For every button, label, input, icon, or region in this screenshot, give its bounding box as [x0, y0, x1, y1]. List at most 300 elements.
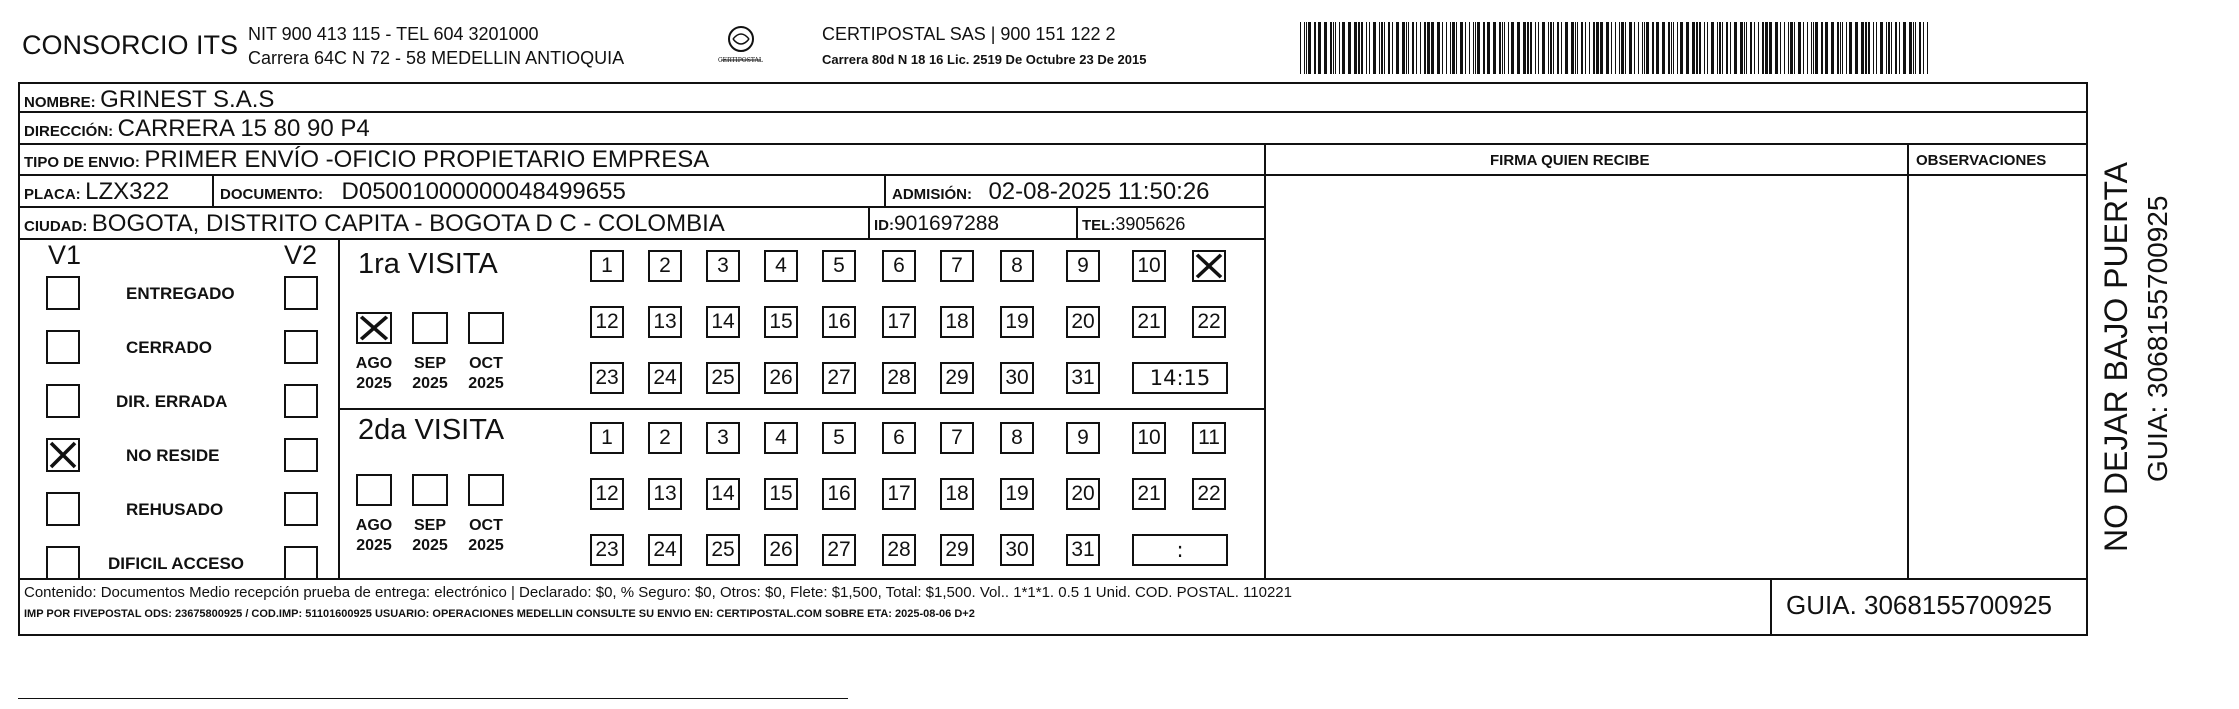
barcode-bar — [1734, 22, 1737, 74]
tel-label: TEL: — [1082, 217, 1116, 234]
visit-divider — [338, 408, 1266, 410]
barcode-bar — [1895, 22, 1897, 74]
barcode-bar — [1765, 22, 1768, 74]
barcode-bar — [1873, 22, 1874, 74]
barcode-bar — [1571, 22, 1574, 74]
second-visit-day-box[interactable]: 16 — [822, 478, 856, 510]
first-visit-day-box[interactable]: 31 — [1066, 362, 1100, 394]
barcode-bar — [1811, 22, 1812, 74]
second-visit-day-box[interactable]: 29 — [940, 534, 974, 566]
barcode-bar — [1416, 22, 1417, 74]
barcode-bar — [1855, 22, 1858, 74]
barcode-bar — [1535, 22, 1536, 74]
barcode-bar — [1686, 22, 1689, 74]
first-visit-day-box[interactable]: 17 — [882, 306, 916, 338]
barcode-bar — [1381, 22, 1383, 74]
barcode-bar — [1707, 22, 1708, 74]
barcode-bar — [1342, 22, 1345, 74]
status-label: NO RESIDE — [126, 446, 220, 465]
v2-checkbox[interactable] — [284, 330, 318, 364]
barcode-bar — [1696, 22, 1698, 74]
barcode-bar — [1585, 22, 1586, 74]
barcode-bar — [1758, 22, 1759, 74]
status-label: CERRADO — [126, 338, 212, 357]
barcode-bar — [1502, 22, 1503, 74]
barcode-bar — [1483, 22, 1485, 74]
barcode-bar — [1671, 22, 1672, 74]
company-nit: NIT 900 413 115 - TEL 604 3201000 — [248, 24, 539, 44]
month-year: 2025 — [468, 375, 504, 392]
second-visit-day-box[interactable]: 8 — [1000, 422, 1034, 454]
month-name: AGO — [355, 355, 393, 372]
barcode-bar — [1913, 22, 1914, 74]
status-label: ENTREGADO — [126, 284, 235, 303]
barcode-bar — [1581, 22, 1583, 74]
barcode-bar — [1589, 22, 1590, 74]
barcode-bar — [1634, 22, 1635, 74]
barcode-bar — [1717, 22, 1718, 74]
barcode-bar — [1803, 22, 1804, 74]
barcode-bar — [1527, 22, 1529, 74]
barcode-bar — [1593, 22, 1595, 74]
barcode-bar — [1865, 22, 1867, 74]
barcode-bar — [1711, 22, 1714, 74]
second-visit-day-box[interactable]: 18 — [940, 478, 974, 510]
first-visit-day-box[interactable]: 7 — [940, 250, 974, 282]
id-value: 901697288 — [894, 212, 1000, 235]
company-address: Carrera 64C N 72 - 58 MEDELLIN ANTIOQUIA — [248, 48, 625, 68]
barcode-bar — [1600, 22, 1603, 74]
second-visit-day-box[interactable]: 2 — [648, 422, 682, 454]
barcode-bar — [1596, 22, 1599, 74]
month-year: 2025 — [468, 537, 504, 554]
second-visit-day-box[interactable]: 12 — [590, 478, 624, 510]
carrier-address: Carrera 80d N 18 16 Lic. 2519 De Octubre 23 De 2015 — [822, 52, 1147, 67]
barcode-bar — [1499, 22, 1501, 74]
barcode-bar — [1673, 22, 1674, 74]
barcode-bar — [1388, 22, 1390, 74]
barcode-bar — [1825, 22, 1828, 74]
second-visit-month-checkbox[interactable] — [412, 474, 448, 506]
first-visit-day-box[interactable]: 14 — [706, 306, 740, 338]
row-divider — [18, 174, 2088, 176]
side-guia-text: GUIA: 3068155700925 — [2142, 195, 2173, 482]
x-mark-icon — [358, 314, 390, 342]
form-bottom-border — [18, 634, 2088, 636]
barcode-bar — [1304, 22, 1305, 74]
barcode-bar — [1886, 22, 1887, 74]
bottom-cut-line — [18, 698, 848, 699]
barcode-bar — [1379, 22, 1380, 74]
second-visit-day-box[interactable]: 11 — [1192, 422, 1226, 454]
row-divider — [18, 206, 1266, 208]
second-visit-day-box[interactable]: 23 — [590, 534, 624, 566]
logo-text: CERTIPOSTAL — [718, 57, 763, 64]
tipo-envio-label: TIPO DE ENVIO: — [24, 154, 140, 171]
barcode-bar — [1392, 22, 1393, 74]
barcode-bar — [1402, 22, 1405, 74]
form-right-border — [2086, 82, 2088, 636]
first-visit-day-box[interactable]: 26 — [764, 362, 798, 394]
direccion-value: CARRERA 15 80 90 P4 — [117, 115, 370, 142]
barcode-bar — [1813, 22, 1814, 74]
barcode-bar — [1919, 22, 1921, 74]
documento-value: D05001000000048499655 — [341, 178, 626, 205]
v2-label: V2 — [284, 240, 318, 270]
form-left-border — [18, 82, 20, 636]
barcode-bar — [1517, 22, 1520, 74]
second-visit-month-checkbox[interactable] — [468, 474, 504, 506]
barcode-bar — [1493, 22, 1496, 74]
v2-checkbox[interactable] — [284, 492, 318, 526]
second-visit-day-box[interactable]: 5 — [822, 422, 856, 454]
barcode-bar — [1668, 22, 1670, 74]
v1-checkbox[interactable] — [46, 546, 80, 580]
barcode-bar — [1704, 22, 1705, 74]
col-divider — [1907, 143, 1909, 580]
id-label: ID: — [874, 217, 894, 234]
barcode-bar — [1846, 22, 1847, 74]
second-visit-day-box[interactable]: 26 — [764, 534, 798, 566]
second-visit-day-box[interactable]: 21 — [1132, 478, 1166, 510]
month-label — [460, 354, 512, 394]
barcode-bar — [1880, 22, 1883, 74]
barcode-bar — [1308, 22, 1311, 74]
first-visit-day-box[interactable]: 22 — [1192, 306, 1226, 338]
col-divider — [868, 206, 870, 238]
second-visit-day-box[interactable]: 1 — [590, 422, 624, 454]
first-visit-month-checkbox[interactable] — [412, 312, 448, 344]
first-visit-day-box[interactable]: 20 — [1066, 306, 1100, 338]
barcode-bar — [1348, 22, 1351, 74]
barcode-bar — [1726, 22, 1728, 74]
barcode-bar — [1644, 22, 1645, 74]
second-visit-day-box[interactable]: 30 — [1000, 534, 1034, 566]
row-divider — [18, 578, 2088, 580]
barcode-bar — [1719, 22, 1721, 74]
barcode-bar — [1638, 22, 1639, 74]
second-visit-day-box[interactable]: 28 — [882, 534, 916, 566]
barcode-bar — [1754, 22, 1755, 74]
barcode-bar — [1396, 22, 1399, 74]
barcode-bar — [1553, 22, 1554, 74]
barcode-bar — [1762, 22, 1764, 74]
first-visit-month-checkbox[interactable] — [468, 312, 504, 344]
first-visit-day-box[interactable]: 19 — [1000, 306, 1034, 338]
carrier-name: CERTIPOSTAL SAS | 900 151 122 2 — [822, 24, 1116, 44]
barcode-bar — [1477, 22, 1480, 74]
x-mark-icon — [1194, 252, 1224, 280]
barcode-bar — [1642, 22, 1643, 74]
footer-content-line: Contenido: Documentos Medio recepción prueba de entrega: electrónico | Declarado: $0, % Seguro: $0, Otros: $0, Flete: $1,500, Total: $1,500. Vol.. 1*1*1. 0.5 1 Unid. COD. POSTAL. 110221 — [24, 584, 1292, 601]
barcode-bar — [1366, 22, 1367, 74]
first-visit-day-box[interactable]: 13 — [648, 306, 682, 338]
barcode-bar — [1508, 22, 1509, 74]
col-divider — [1264, 143, 1266, 580]
barcode-bar — [1542, 22, 1545, 74]
second-visit-time-box[interactable]: : — [1132, 534, 1228, 566]
observaciones-label: OBSERVACIONES — [1916, 152, 2047, 169]
status-label: DIR. ERRADA — [116, 392, 228, 411]
barcode-bar — [1606, 22, 1609, 74]
barcode-bar — [1662, 22, 1665, 74]
v1-label: V1 — [48, 240, 82, 270]
month-label — [348, 516, 400, 556]
barcode-bar — [1473, 22, 1474, 74]
barcode-bar — [1354, 22, 1357, 74]
barcode-bar — [1652, 22, 1654, 74]
second-visit-day-box[interactable]: 9 — [1066, 422, 1100, 454]
second-visit-day-box[interactable]: 14 — [706, 478, 740, 510]
first-visit-day-box[interactable]: 27 — [822, 362, 856, 394]
barcode-bar — [1621, 22, 1624, 74]
barcode-bar — [1324, 22, 1327, 74]
footer-guia: GUIA. 3068155700925 — [1786, 590, 2052, 620]
barcode-bar — [1646, 22, 1649, 74]
tel-value: 3905626 — [1115, 214, 1186, 234]
barcode-bar — [1794, 22, 1795, 74]
first-visit-day-box[interactable]: 28 — [882, 362, 916, 394]
barcode-bar — [1469, 22, 1470, 74]
barcode-bar — [1369, 22, 1370, 74]
second-visit-day-box[interactable]: 22 — [1192, 478, 1226, 510]
barcode-bar — [1784, 22, 1785, 74]
barcode-bar — [1849, 22, 1852, 74]
second-visit-day-box[interactable]: 25 — [706, 534, 740, 566]
barcode-bar — [1361, 22, 1363, 74]
first-visit-label: 1ra VISITA — [358, 248, 498, 280]
documento-label: DOCUMENTO: — [220, 186, 324, 203]
second-visit-month-checkbox[interactable] — [356, 474, 392, 506]
first-visit-day-box[interactable]: 9 — [1066, 250, 1100, 282]
barcode-bar — [1300, 22, 1301, 74]
col-divider — [884, 174, 886, 206]
nombre-label: NOMBRE: — [24, 94, 96, 111]
barcode-bar — [1625, 22, 1626, 74]
barcode-bar — [1746, 22, 1747, 74]
admision-label: ADMISIÓN: — [892, 186, 972, 203]
v2-checkbox[interactable] — [284, 384, 318, 418]
barcode-bar — [1446, 22, 1447, 74]
barcode-bar — [1899, 22, 1900, 74]
first-visit-day-box[interactable]: 16 — [822, 306, 856, 338]
barcode-bar — [1788, 22, 1789, 74]
v2-checkbox[interactable] — [284, 546, 318, 580]
side-warning-text: NO DEJAR BAJO PUERTA — [2098, 162, 2134, 552]
barcode-bar — [1615, 22, 1616, 74]
barcode-bar — [1730, 22, 1731, 74]
barcode-bar — [1876, 22, 1877, 74]
v1-checkbox[interactable] — [46, 384, 80, 418]
barcode-bar — [1807, 22, 1808, 74]
barcode-bar — [1314, 22, 1316, 74]
second-visit-label: 2da VISITA — [358, 414, 505, 446]
barcode-bar — [1412, 22, 1414, 74]
first-visit-day-box[interactable]: 1 — [590, 250, 624, 282]
first-visit-month-checkbox[interactable] — [356, 312, 392, 344]
footer-imp-line: IMP POR FIVEPOSTAL ODS: 23675800925 / COD.IMP: 51101600925 USUARIO: OPERACIONES MEDELLIN CONSULTE SU ENVIO EN: CERTIPOSTAL.COM SOBRE ETA: 2025-08-06 D+2 — [24, 608, 975, 620]
first-visit-day-box[interactable]: 24 — [648, 362, 682, 394]
barcode-bar — [1431, 22, 1434, 74]
status-label: REHUSADO — [126, 500, 224, 519]
first-visit-day-box[interactable]: 2 — [648, 250, 682, 282]
barcode-bar — [1442, 22, 1443, 74]
barcode-bar — [1775, 22, 1778, 74]
placa-label: PLACA: — [24, 186, 81, 203]
month-label — [404, 354, 456, 394]
second-visit-day-box[interactable]: 3 — [706, 422, 740, 454]
barcode-bar — [1452, 22, 1455, 74]
barcode-bar — [1318, 22, 1321, 74]
first-visit-day-box[interactable]: 18 — [940, 306, 974, 338]
barcode-bar — [1769, 22, 1772, 74]
first-visit-day-box[interactable]: 25 — [706, 362, 740, 394]
second-visit-day-box[interactable]: 27 — [822, 534, 856, 566]
barcode-bar — [1903, 22, 1906, 74]
second-visit-day-box[interactable]: 15 — [764, 478, 798, 510]
first-visit-day-box[interactable]: 5 — [822, 250, 856, 282]
first-visit-day-box[interactable]: 3 — [706, 250, 740, 282]
barcode-bar — [1575, 22, 1576, 74]
barcode-bar — [1680, 22, 1683, 74]
certipostal-logo — [716, 24, 766, 68]
barcode-bar — [1790, 22, 1793, 74]
ciudad-label: CIUDAD: — [24, 218, 88, 235]
second-visit-day-box[interactable]: 19 — [1000, 478, 1034, 510]
barcode-bar — [1437, 22, 1440, 74]
second-visit-day-box[interactable]: 24 — [648, 534, 682, 566]
first-visit-day-box[interactable]: 21 — [1132, 306, 1166, 338]
month-name: SEP — [413, 355, 446, 372]
barcode-bar — [1861, 22, 1864, 74]
barcode-bar — [1656, 22, 1659, 74]
month-year: 2025 — [356, 375, 392, 392]
barcode-bar — [1629, 22, 1632, 74]
first-visit-day-box[interactable]: 29 — [940, 362, 974, 394]
second-visit-day-box[interactable]: 17 — [882, 478, 916, 510]
barcode-bar — [1465, 22, 1466, 74]
barcode-bar — [1923, 22, 1924, 74]
barcode-bar — [1384, 22, 1385, 74]
first-visit-day-box[interactable]: 4 — [764, 250, 798, 282]
barcode-bar — [1891, 22, 1892, 74]
month-name: OCT — [469, 517, 503, 534]
second-visit-day-box[interactable]: 6 — [882, 422, 916, 454]
barcode-bar — [1408, 22, 1409, 74]
barcode-bar — [1611, 22, 1612, 74]
barcode-bar — [1511, 22, 1514, 74]
v1-checkbox[interactable] — [46, 276, 80, 310]
v1-checkbox[interactable] — [46, 492, 80, 526]
first-visit-day-box[interactable]: 12 — [590, 306, 624, 338]
barcode-bar — [1538, 22, 1539, 74]
second-visit-day-box[interactable]: 20 — [1066, 478, 1100, 510]
barcode-bar — [1750, 22, 1752, 74]
second-visit-day-box[interactable]: 13 — [648, 478, 682, 510]
barcode-bar — [1837, 22, 1839, 74]
month-year: 2025 — [356, 537, 392, 554]
first-visit-day-box[interactable]: 23 — [590, 362, 624, 394]
barcode-bar — [1842, 22, 1843, 74]
month-label — [348, 354, 400, 394]
ciudad-value: BOGOTA, DISTRITO CAPITA - BOGOTA D C - COLOMBIA — [91, 210, 725, 237]
first-visit-day-box[interactable]: 6 — [882, 250, 916, 282]
barcode-bar — [1406, 22, 1407, 74]
first-visit-day-box[interactable]: 8 — [1000, 250, 1034, 282]
v2-checkbox[interactable] — [284, 276, 318, 310]
row-divider — [18, 143, 2088, 145]
barcode-bar — [1523, 22, 1526, 74]
first-visit-day-box[interactable]: 15 — [764, 306, 798, 338]
barcode-bar — [1565, 22, 1568, 74]
barcode-bar — [1831, 22, 1834, 74]
barcode-bar — [1550, 22, 1552, 74]
row-divider — [18, 238, 1266, 240]
first-visit-day-box[interactable]: 30 — [1000, 362, 1034, 394]
month-year: 2025 — [412, 537, 448, 554]
col-divider — [1076, 206, 1078, 238]
barcode-bar — [1561, 22, 1562, 74]
barcode-bar — [1740, 22, 1743, 74]
barcode-bar — [1927, 22, 1928, 74]
first-visit-time-box[interactable]: 14:15 — [1132, 362, 1228, 394]
barcode-bar — [1504, 22, 1505, 74]
v1-checkbox[interactable] — [46, 438, 80, 472]
firma-label: FIRMA QUIEN RECIBE — [1490, 152, 1650, 169]
barcode-bar — [1487, 22, 1490, 74]
barcode-bar — [1868, 22, 1870, 74]
barcode-bar — [1577, 22, 1578, 74]
barcode-bar — [1744, 22, 1745, 74]
barcode-bar — [1909, 22, 1912, 74]
col-divider — [212, 174, 214, 206]
form-top-border — [18, 82, 2088, 84]
month-name: OCT — [469, 355, 503, 372]
month-label — [460, 516, 512, 556]
barcode-bar — [1821, 22, 1823, 74]
x-mark-icon — [48, 440, 78, 470]
barcode-bar — [1475, 22, 1476, 74]
month-label — [404, 516, 456, 556]
second-visit-day-box[interactable]: 7 — [940, 422, 974, 454]
barcode — [1300, 22, 1934, 74]
month-name: AGO — [355, 517, 393, 534]
barcode-bar — [1456, 22, 1457, 74]
barcode-bar — [1530, 22, 1532, 74]
nombre-value: GRINEST S.A.S — [100, 86, 275, 113]
barcode-bar — [1450, 22, 1451, 74]
barcode-bar — [1420, 22, 1421, 74]
second-visit-day-box[interactable]: 10 — [1132, 422, 1166, 454]
second-visit-day-box[interactable]: 4 — [764, 422, 798, 454]
v1-checkbox[interactable] — [46, 330, 80, 364]
barcode-bar — [1915, 22, 1916, 74]
barcode-bar — [1548, 22, 1549, 74]
direccion-label: DIRECCIÓN: — [24, 123, 114, 140]
barcode-bar — [1815, 22, 1818, 74]
barcode-bar — [1780, 22, 1781, 74]
first-visit-day-box[interactable]: 10 — [1132, 250, 1166, 282]
barcode-bar — [1722, 22, 1723, 74]
first-visit-day-box[interactable] — [1192, 250, 1226, 282]
second-visit-day-box[interactable]: 31 — [1066, 534, 1100, 566]
row-divider — [18, 111, 2088, 113]
barcode-bar — [1339, 22, 1340, 74]
v2-checkbox[interactable] — [284, 438, 318, 472]
tipo-envio-value: PRIMER ENVÍO -OFICIO PROPIETARIO EMPRESA — [144, 146, 710, 173]
barcode-bar — [1699, 22, 1701, 74]
barcode-bar — [1427, 22, 1430, 74]
